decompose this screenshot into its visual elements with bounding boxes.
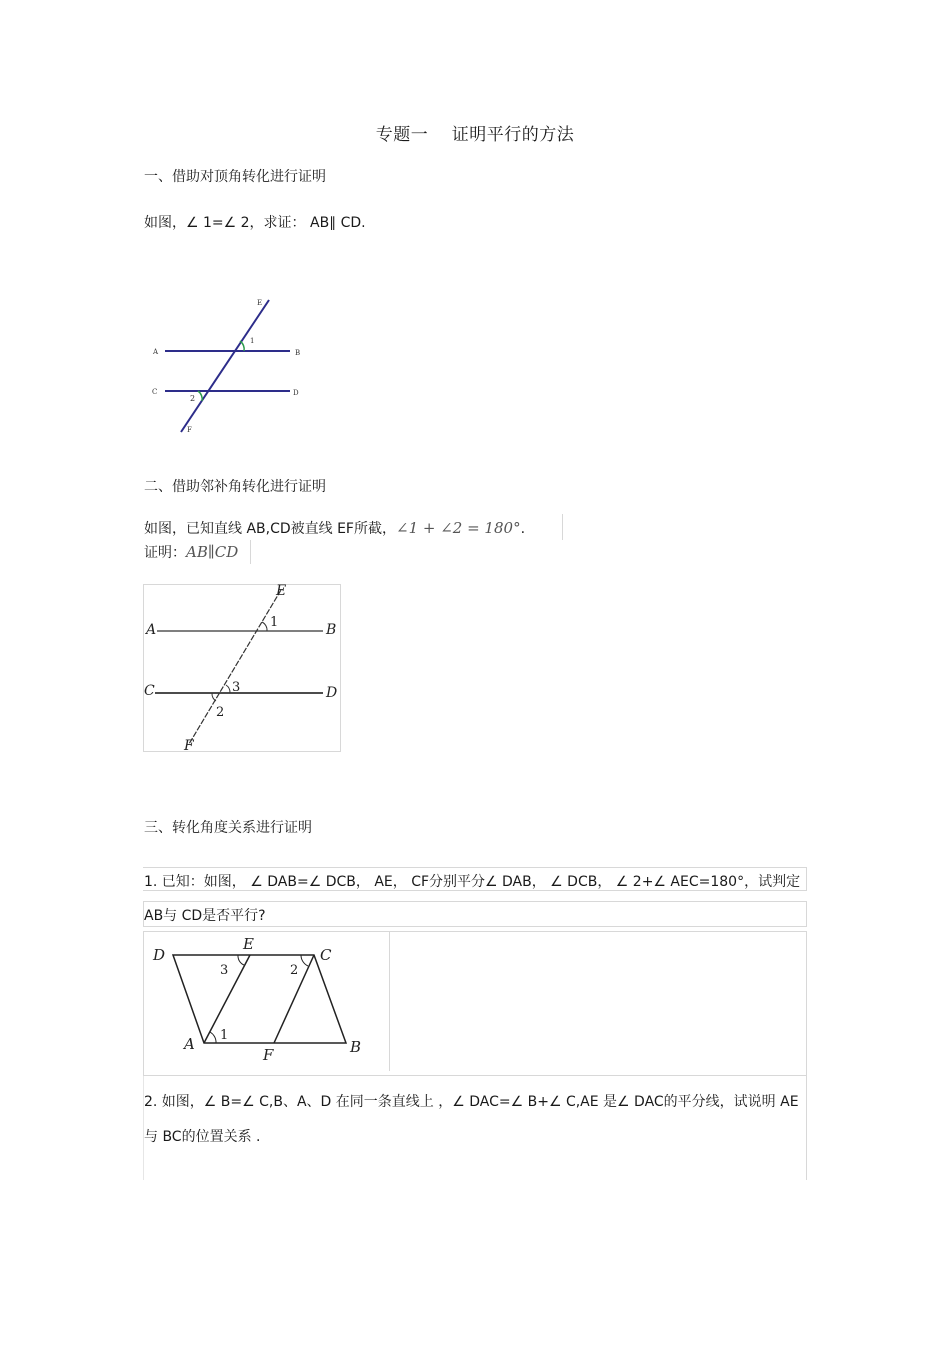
label-c: C [144,683,155,699]
section-2-proof [144,542,238,562]
label-b: B [295,349,301,357]
label-e: E [276,584,287,599]
label-angle-2: 2 [216,705,225,720]
figure-parallelogram [144,932,388,1068]
proof-formula: AB∥CD [186,543,239,561]
label-f: F [187,426,192,434]
proof-label: 证明： [144,545,186,561]
label-a: A [153,348,159,356]
figure-vertical-angles [145,292,315,437]
angle-2-arc [198,391,202,401]
problem-2-formula: ∠1 + ∠2 = 180° [396,519,521,537]
label-b: B [326,622,337,638]
label-d: D [293,389,299,397]
problem-3-1-line2: AB与 CD是否平行? [144,908,266,924]
angle-3-arc [226,685,230,693]
label-e: E [257,299,263,307]
angle-2-arc [301,955,308,966]
angle-1-arc [262,622,267,631]
label-a: A [146,622,157,638]
label-f: F [184,738,194,752]
page-title: 专题一 证明平行的方法 [375,125,575,145]
angle-3-arc [238,955,244,965]
label-a: A [184,1035,195,1053]
label-e: E [243,935,254,953]
label-d: D [153,946,166,964]
label-c: C [320,946,332,964]
section-2-problem [144,518,525,538]
label-angle-3: 3 [220,963,229,978]
section-1-heading: 一、借助对顶角转化进行证明 [144,169,326,185]
figure-table-divider [389,931,390,1071]
line-ef [189,590,281,744]
problem-3-2-line1: 2. 如图，∠ B=∠ C,B、A、D 在同一条直线上 ，∠ DAC=∠ B+∠ C,AE 是∠ DAC的平分线，试说明 AE [144,1094,799,1110]
label-angle-3: 3 [232,680,241,695]
problem-3-1-line1: 1. 已知：如图， ∠ DAB=∠ DCB， AE， CF分别平分∠ DAB， ∠ DCB， ∠ 2+∠ AEC=180°，试判定 [144,874,801,890]
figure-supplementary-angles [143,584,341,752]
label-angle-2: 2 [190,394,196,403]
problem-3-2-right-border [806,1076,807,1180]
label-b: B [350,1038,362,1056]
label-angle-1: 1 [250,337,255,345]
label-f: F [263,1046,274,1064]
line-ef [181,300,269,432]
label-angle-2: 2 [290,963,299,978]
label-angle-1: 1 [220,1028,229,1043]
section-2-heading: 二、借助邻补角转化进行证明 [144,479,326,495]
problem-3-2-line2: 与 BC的位置关系 . [144,1129,261,1145]
problem-2-text: 如图，已知直线 AB,CD被直线 EF所截， [144,521,396,537]
label-d: D [326,685,338,701]
section-1-problem: 如图，∠ 1=∠ 2，求证： AB∥ CD. [144,215,366,231]
figure-2-frame [144,585,341,752]
parallelogram-abcd [173,955,346,1043]
section-3-heading: 三、转化角度关系进行证明 [144,820,312,836]
problem-2-end: . [520,521,526,537]
label-c: C [152,388,158,396]
angle-1-arc [210,1032,216,1043]
label-angle-1: 1 [270,615,279,630]
